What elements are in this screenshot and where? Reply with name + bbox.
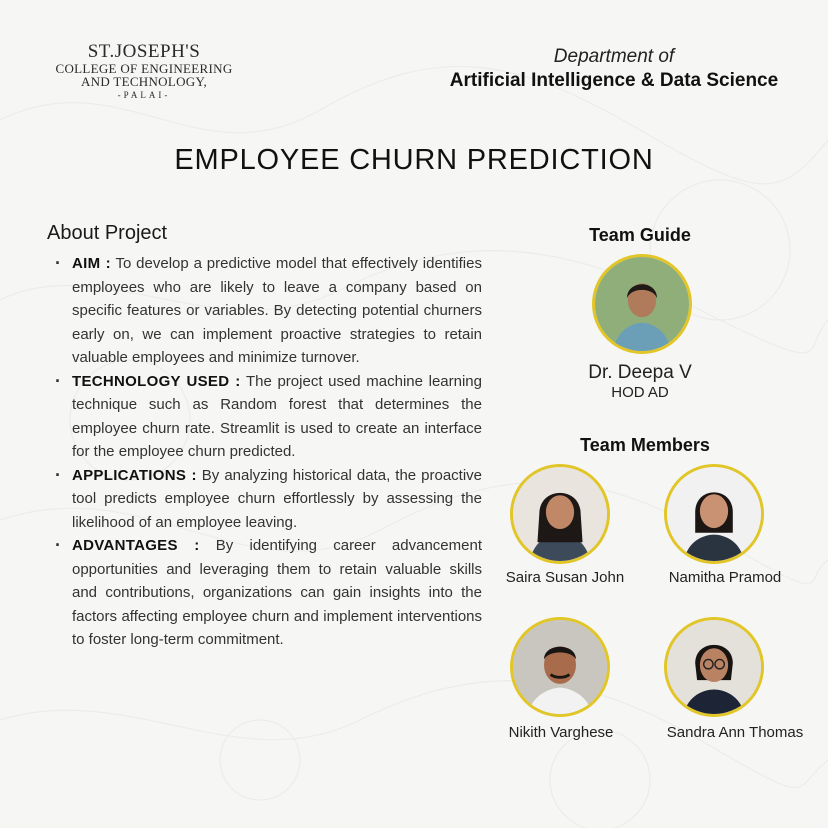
person-icon <box>513 620 607 714</box>
logo-line-1: ST.JOSEPH'S <box>87 41 201 62</box>
about-item-label: TECHNOLOGY USED : <box>72 372 241 390</box>
person-icon <box>667 620 761 714</box>
member-name: Saira Susan John <box>505 569 625 586</box>
member-avatar-namitha <box>664 464 764 564</box>
guide-name: Dr. Deepa V <box>588 362 692 383</box>
about-item-advantages <box>55 534 482 652</box>
person-icon <box>513 467 607 561</box>
logo-line-2: COLLEGE OF ENGINEERING <box>55 61 233 76</box>
member-avatar-nikith <box>510 617 610 717</box>
team-guide-heading: Team Guide <box>589 225 691 245</box>
logo-line-4: -PALAI- <box>117 90 171 100</box>
logo-line-3: AND TECHNOLOGY, <box>80 74 208 89</box>
about-list <box>55 252 482 652</box>
about-heading: About Project <box>47 222 168 244</box>
member-avatar-saira <box>510 464 610 564</box>
about-item-applications <box>55 464 482 535</box>
about-item-aim <box>55 252 482 370</box>
about-item-text: The project used machine learning technique such as Random forest that determines the employee churn rate. Streamlit is used to create an interface for the employee churn predicted. <box>72 372 482 460</box>
member-name: Namitha Pramod <box>668 569 782 586</box>
about-item-label: APPLICATIONS : <box>72 466 197 484</box>
guide-avatar <box>592 254 692 354</box>
page-title: EMPLOYEE CHURN PREDICTION <box>174 144 654 176</box>
about-item-text: By identifying career advancement opportunities and leveraging them to retain valuable skills and contributions, organizations can gain insights into the factors affecting employee churn and implement interventions to foster long-term commitment. <box>72 537 482 648</box>
about-item-technology <box>55 370 482 464</box>
team-members-heading: Team Members <box>580 435 710 455</box>
about-item-text: By analyzing historical data, the proactive tool predicts employee churn effortlessly by assessing the likelihood of an employee leaving. <box>72 466 483 531</box>
department-header <box>434 45 794 93</box>
member-avatar-sandra <box>664 617 764 717</box>
member-name: Nikith Varghese <box>508 724 614 741</box>
guide-role: HOD AD <box>611 384 669 401</box>
college-logo <box>44 42 244 102</box>
department-name: Artificial Intelligence & Data Science <box>449 70 779 91</box>
person-icon <box>667 467 761 561</box>
person-icon <box>595 257 689 351</box>
department-prefix: Department of <box>553 46 675 67</box>
about-item-label: AIM : <box>72 255 111 272</box>
about-item-text: To develop a predictive model that effectively identifies employees who are likely to leave a company based on specific features or variables. By detecting potential churners early on, we can implement proactive strategies to retain valuable employees and minimize turnover. <box>72 255 482 366</box>
about-item-label: ADVANTAGES : <box>72 537 200 554</box>
member-name: Sandra Ann Thomas <box>666 724 804 741</box>
